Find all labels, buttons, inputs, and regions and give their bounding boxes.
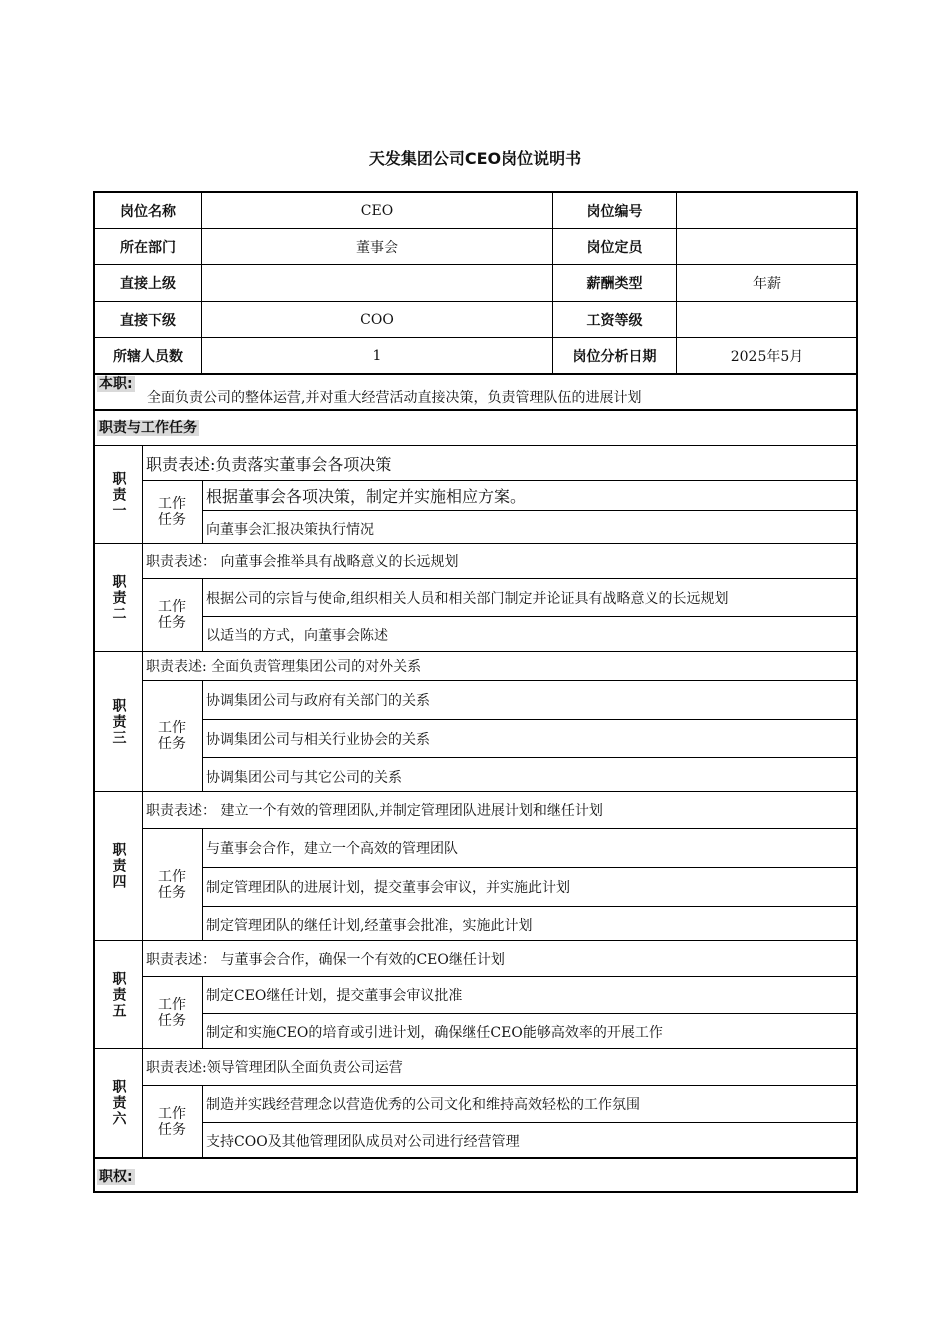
task-label-text: 工作任务 bbox=[158, 1105, 186, 1138]
label-position-name: 岗位名称 bbox=[120, 203, 176, 220]
task-item-5-1: 制定CEO继任计划，提交董事会审议批准 bbox=[206, 988, 463, 1004]
task-label-text: 工作任务 bbox=[158, 599, 186, 631]
task-label-4 bbox=[143, 829, 201, 940]
value-direct-superior bbox=[202, 265, 552, 301]
value-position-name: CEO bbox=[360, 202, 394, 219]
duty-statement-5: 职责表述： 与董事会合作，确保一个有效的CEO继任计划 bbox=[146, 951, 505, 968]
label-salary-type: 薪酬类型 bbox=[586, 276, 643, 292]
task-item-4-2: 制定管理团队的进展计划，提交董事会审议，并实施此计划 bbox=[206, 880, 570, 896]
task-label-text: 工作任务 bbox=[158, 868, 186, 901]
label-headcount-quota: 岗位定员 bbox=[586, 239, 643, 256]
task-item-1-2: 向董事会汇报决策执行情况 bbox=[206, 521, 374, 538]
duty-name-2: 职责二 bbox=[110, 573, 127, 622]
duty-block-divider bbox=[95, 1157, 856, 1159]
task-label-3 bbox=[143, 681, 201, 791]
duty-statement-3: 职责表述: 全面负责管理集团公司的对外关系 bbox=[146, 659, 422, 675]
task-item-1-1: 根据董事会各项决策，制定并实施相应方案。 bbox=[206, 487, 527, 506]
value-position-code bbox=[677, 193, 857, 228]
duty-name-4: 职责四 bbox=[110, 842, 127, 890]
document-title: 天发集团公司CEO岗位说明书 bbox=[368, 149, 582, 168]
duty-name-3: 职责三 bbox=[110, 697, 127, 746]
task-label-1 bbox=[143, 481, 201, 543]
task-item-2-2: 以适当的方式，向董事会陈述 bbox=[206, 628, 388, 644]
duties-header: 职责与工作任务 bbox=[99, 420, 197, 436]
value-direct-subordinate: COO bbox=[360, 311, 394, 328]
task-item-4-3: 制定管理团队的继任计划,经董事会批准，实施此计划 bbox=[206, 917, 533, 934]
job-description-table bbox=[93, 191, 858, 1193]
label-department: 所在部门 bbox=[120, 239, 176, 256]
task-item-3-2: 协调集团公司与相关行业协会的关系 bbox=[206, 731, 430, 748]
task-item-6-1: 制造并实践经营理念以营造优秀的公司文化和维持高效轻松的工作氛围 bbox=[206, 1097, 640, 1113]
task-item-3-1: 协调集团公司与政府有关部门的关系 bbox=[206, 693, 430, 709]
label-pay-grade: 工资等级 bbox=[586, 312, 643, 329]
label-position-code: 岗位编号 bbox=[586, 203, 643, 220]
task-item-4-1: 与董事会合作，建立一个高效的管理团队 bbox=[206, 841, 458, 857]
task-label-text: 工作任务 bbox=[158, 996, 186, 1029]
duty-name-1: 职责一 bbox=[110, 470, 127, 519]
duty-statement-4: 职责表述： 建立一个有效的管理团队,并制定管理团队进展计划和继任计划 bbox=[146, 803, 603, 819]
task-item-2-1: 根据公司的宗旨与使命,组织相关人员和相关部门制定并论证具有战略意义的长远规划 bbox=[206, 590, 729, 607]
task-label-5 bbox=[143, 977, 201, 1048]
task-label-text: 工作任务 bbox=[158, 720, 186, 752]
task-label-text: 工作任务 bbox=[158, 496, 186, 528]
value-analysis-date: 2025年5月 bbox=[730, 348, 804, 365]
duty-summary-label: 本职: bbox=[99, 376, 133, 392]
task-label-2 bbox=[143, 579, 201, 651]
duty-summary-text: 全面负责公司的整体运营,并对重大经营活动直接决策，负责管理队伍的进展计划 bbox=[147, 390, 642, 406]
task-item-5-2: 制定和实施CEO的培育或引进计划，确保继任CEO能够高效率的开展工作 bbox=[206, 1025, 663, 1041]
duty-statement-6: 职责表述:领导管理团队全面负责公司运营 bbox=[146, 1060, 403, 1076]
label-analysis-date: 岗位分析日期 bbox=[572, 348, 657, 365]
label-direct-subordinate: 直接下级 bbox=[120, 312, 176, 329]
value-department: 董事会 bbox=[356, 239, 398, 256]
duty-statement-1: 职责表述:负责落实董事会各项决策 bbox=[146, 454, 392, 474]
task-item-3-3: 协调集团公司与其它公司的关系 bbox=[206, 769, 402, 786]
value-pay-grade bbox=[677, 302, 857, 337]
authority-label: 职权: bbox=[99, 1169, 133, 1185]
value-headcount-quota bbox=[677, 229, 857, 264]
label-direct-superior: 直接上级 bbox=[120, 276, 176, 292]
duty-name-6: 职责六 bbox=[110, 1079, 127, 1127]
value-staff-count: 1 bbox=[372, 347, 382, 364]
duty-statement-2: 职责表述： 向董事会推举具有战略意义的长远规划 bbox=[146, 554, 459, 570]
label-staff-count: 所辖人员数 bbox=[113, 348, 183, 365]
task-label-6 bbox=[143, 1086, 201, 1157]
task-item-6-2: 支持COO及其他管理团队成员对公司进行经营管理 bbox=[206, 1134, 520, 1150]
duty-name-5: 职责五 bbox=[110, 970, 127, 1019]
value-salary-type: 年薪 bbox=[753, 276, 781, 292]
